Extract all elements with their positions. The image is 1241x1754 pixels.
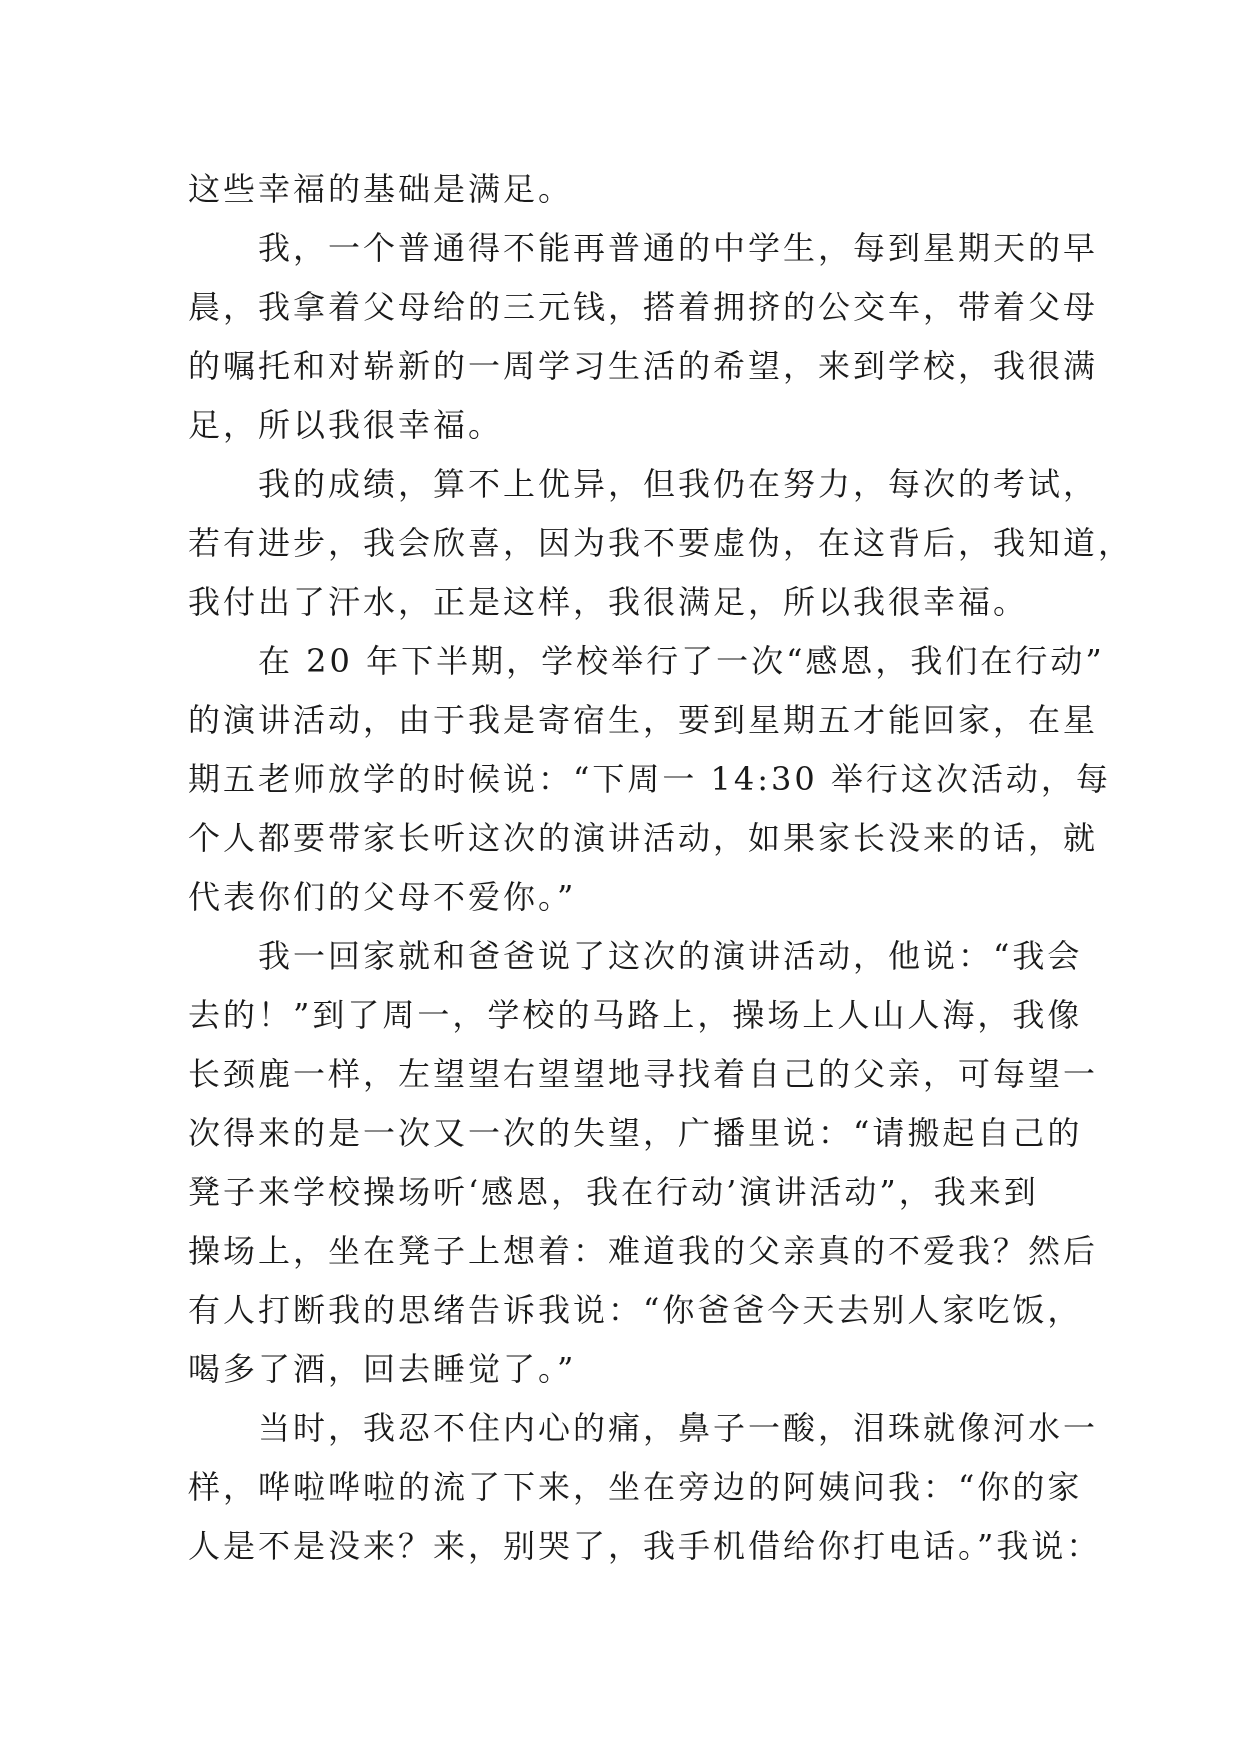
text-line: 人是不是没来？来，别哭了，我手机借给你打电话。”我说： <box>188 1527 1102 1565</box>
text-line: 足，所以我很幸福。 <box>188 406 504 444</box>
text-line: 当时，我忍不住内心的痛，鼻子一酸，泪珠就像河水一 <box>258 1409 1099 1447</box>
text-line: 次得来的是一次又一次的失望，广播里说：“请搬起自己的 <box>188 1114 1083 1152</box>
text-line: 晨，我拿着父母给的三元钱，搭着拥挤的公交车，带着父母 <box>188 288 1099 326</box>
text-line: 操场上，坐在凳子上想着：难道我的父亲真的不爱我？然后 <box>188 1232 1099 1270</box>
text-line: 去的！”到了周一，学校的马路上，操场上人山人海，我像 <box>188 996 1083 1034</box>
text-line: 样，哗啦哗啦的流了下来，坐在旁边的阿姨问我：“你的家 <box>188 1468 1083 1506</box>
text-line: 这些幸福的基础是满足。 <box>188 170 574 208</box>
essay-body <box>188 160 1134 1576</box>
text-line: 的演讲活动，由于我是寄宿生，要到星期五才能回家，在星 <box>188 701 1099 739</box>
text-line: 长颈鹿一样，左望望右望望地寻找着自己的父亲，可每望一 <box>188 1055 1099 1093</box>
text-line: 我付出了汗水，正是这样，我很满足，所以我很幸福。 <box>188 583 1029 621</box>
text-line: 代表你们的父母不爱你。” <box>188 878 577 916</box>
text-line: 个人都要带家长听这次的演讲活动，如果家长没来的话，就 <box>188 819 1099 857</box>
text-line: 我的成绩，算不上优异，但我仍在努力，每次的考试， <box>258 465 1099 503</box>
text-line: 喝多了酒，回去睡觉了。” <box>188 1350 577 1388</box>
text-line: 在 20 年下半期，学校举行了一次“感恩，我们在行动” <box>258 642 1105 680</box>
text-line: 有人打断我的思绪告诉我说：“你爸爸今天去别人家吃饭， <box>188 1291 1083 1329</box>
text-line: 我一回家就和爸爸说了这次的演讲活动，他说：“我会 <box>258 937 1083 975</box>
text-line: 凳子来学校操场听‘感恩，我在行动’演讲活动”，我来到 <box>188 1173 1039 1211</box>
text-line: 若有进步，我会欣喜，因为我不要虚伪，在这背后，我知道， <box>188 524 1134 562</box>
text-line: 我，一个普通得不能再普通的中学生，每到星期天的早 <box>258 229 1099 267</box>
text-line: 的嘱托和对崭新的一周学习生活的希望，来到学校，我很满 <box>188 347 1099 385</box>
text-line: 期五老师放学的时候说：“下周一 14:30 举行这次活动，每 <box>188 760 1111 798</box>
